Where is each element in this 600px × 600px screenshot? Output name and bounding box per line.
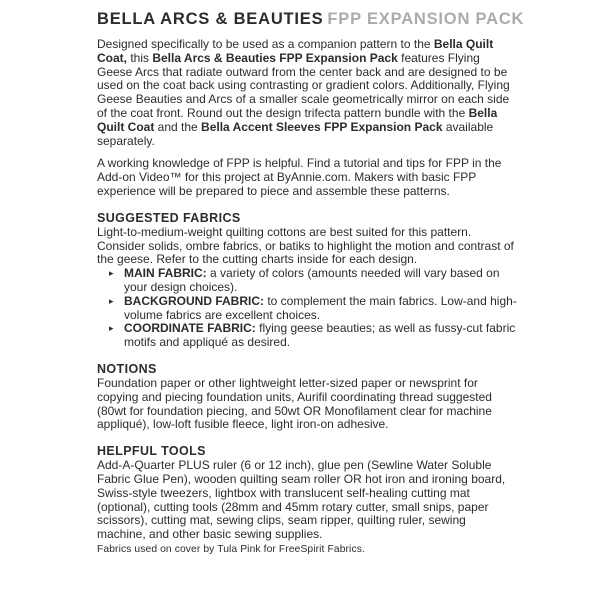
suggested-fabrics-heading: SUGGESTED FABRICS <box>97 210 241 225</box>
intro-segment-bold: Bella Accent Sleeves FPP Expansion Pack <box>201 119 443 134</box>
fpp-note-paragraph: A working knowledge of FPP is helpful. Find a tutorial and tips for FPP in the Add-on Video™ for this project at ByAnnie.com. Makers with basic FPP experience will be prepared to piece and assemble these patterns. <box>97 156 502 198</box>
bullet-text: to complement the main fabrics. Low-and high-volume fabrics are excellent choices. <box>124 293 517 322</box>
helpful-tools-paragraph: Add-A-Quarter PLUS ruler (6 or 12 inch), glue pen (Sewline Water Soluble Fabric Glue Pen), wooden quilting seam roller OR hot iron and ironing board, Swiss-style tweezers, lightbox with translucent self-healing cutting mat (optional), cutting tools (28mm and 45mm rotary cutter, small snips, paper scissors), cutting mat, sewing clips, seam ripper, quilting ruler, sewing machine, and other basic sewing supplies. <box>97 458 506 542</box>
bullet-coordinate-fabric <box>107 322 517 350</box>
intro-segment-bold: Bella Quilt Coat, <box>97 37 494 65</box>
bullet-label: COORDINATE FABRIC: <box>124 321 256 336</box>
bullet-main-fabric <box>107 267 517 295</box>
bullet-label: BACKGROUND FABRIC: <box>124 293 264 308</box>
fabric-credit-footer: Fabrics used on cover by Tula Pink for FreeSpirit Fabrics. <box>97 543 365 555</box>
bullet-background-fabric <box>107 295 517 323</box>
suggested-fabrics-intro: Light-to-medium-weight quilting cottons are best suited for this pattern. Consider solids, ombre fabrics, or batiks to highlight the motion and contrast of the geese. Refer to the cutting charts inside for each design. <box>97 224 514 267</box>
bullet-arrow-icon: ▸ <box>109 295 114 306</box>
title-subtitle: FPP EXPANSION PACK <box>327 10 525 28</box>
title-main: BELLA ARCS & BEAUTIES <box>97 10 324 28</box>
intro-segment: and the <box>154 119 202 134</box>
page-title <box>97 10 525 28</box>
intro-segment: Designed specifically to be used as a companion pattern to the <box>97 37 434 51</box>
intro-segment-bold: Bella Quilt Coat <box>97 105 498 134</box>
intro-segment: this <box>127 50 153 65</box>
bullet-label: MAIN FABRIC: <box>124 266 207 281</box>
intro-paragraph <box>97 38 517 148</box>
bullet-arrow-icon: ▸ <box>109 323 114 334</box>
intro-segment: available separately. <box>97 119 494 148</box>
helpful-tools-heading: HELPFUL TOOLS <box>97 444 206 459</box>
bullet-text: a variety of colors (amounts needed will vary based on your design choices). <box>124 266 500 294</box>
notions-paragraph: Foundation paper or other lightweight letter-sized paper or newsprint for copying and piecing foundation units, Aurifil coordinating thread suggested (80wt for foundation piecing, and 50wt OR Monofilament clear for machine appliqué), low-loft fusible fleece, light iron-on adhesive. <box>97 375 492 432</box>
fabric-bullet-list <box>97 267 517 350</box>
notions-heading: NOTIONS <box>97 361 157 376</box>
intro-segment: features Flying Geese Arcs that radiate outward from the center back and are designed to be used on the coat back using contrasting or gradient colors. Additionally, Flying Geese Beauties and Arcs of a smaller scale geometrically mirror on each side of the coat front. Round out the design trifecta pattern bundle with the <box>97 50 510 120</box>
bullet-text: flying geese beauties; as well as fussy-cut fabric motifs and appliqué as desired. <box>124 321 516 350</box>
bullet-arrow-icon: ▸ <box>109 268 114 279</box>
intro-segment-bold: Bella Arcs & Beauties FPP Expansion Pack <box>152 50 398 65</box>
